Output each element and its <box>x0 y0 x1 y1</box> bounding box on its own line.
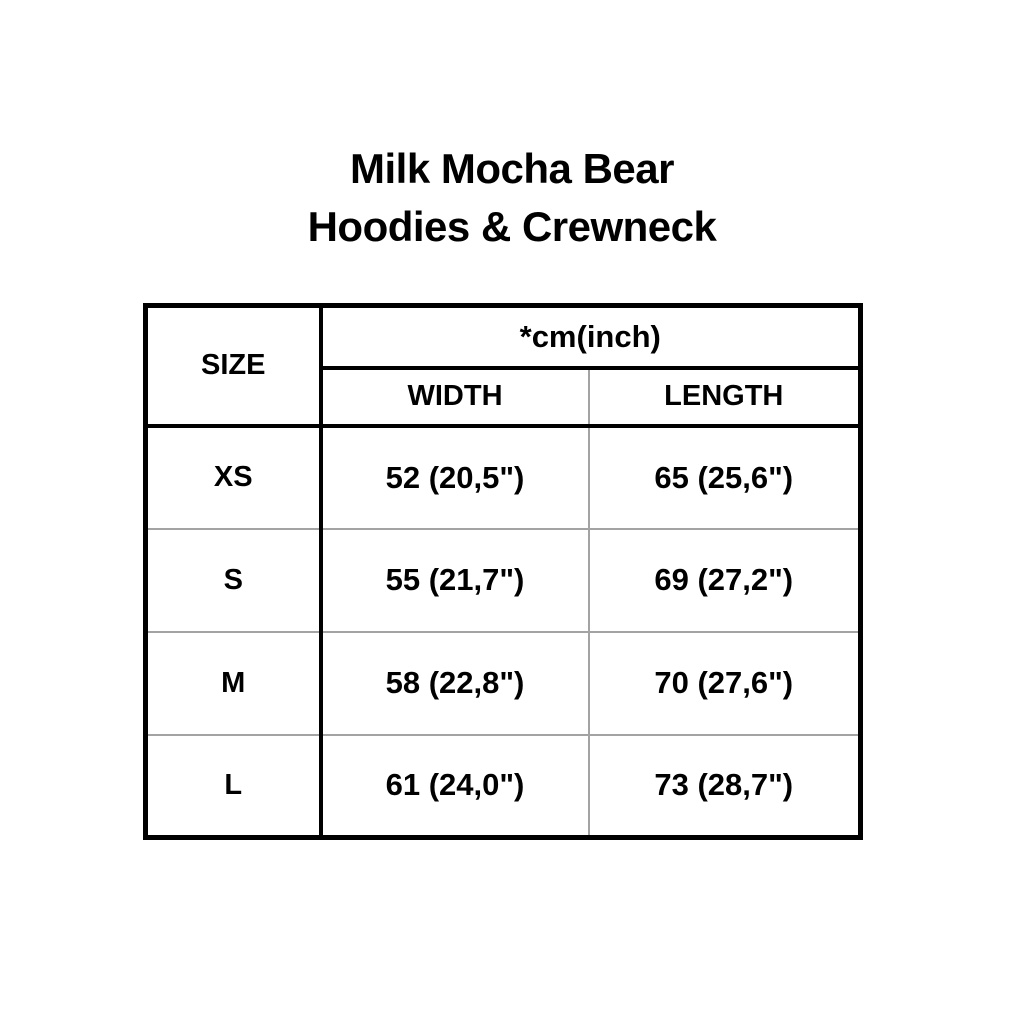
width-cell: 52 (20,5") <box>321 426 589 529</box>
title-line-2: Hoodies & Crewneck <box>307 203 717 250</box>
size-cell: S <box>146 529 321 632</box>
size-cell: M <box>146 632 321 735</box>
header-cell-unit: *cm(inch) <box>321 306 861 368</box>
header-row-unit <box>146 306 861 368</box>
width-cell: 61 (24,0") <box>321 735 589 838</box>
page-title <box>0 140 1024 256</box>
table-row-xs <box>146 426 861 529</box>
length-cell: 70 (27,6") <box>589 632 861 735</box>
length-cell: 69 (27,2") <box>589 529 861 632</box>
size-cell: L <box>146 735 321 838</box>
length-cell: 65 (25,6") <box>589 426 861 529</box>
size-cell: XS <box>146 426 321 529</box>
width-cell: 55 (21,7") <box>321 529 589 632</box>
table-row-l <box>146 735 861 838</box>
table-row-m <box>146 632 861 735</box>
length-cell: 73 (28,7") <box>589 735 861 838</box>
header-cell-length: LENGTH <box>589 368 861 426</box>
width-cell: 58 (22,8") <box>321 632 589 735</box>
header-cell-width: WIDTH <box>321 368 589 426</box>
size-chart-table <box>143 303 863 840</box>
header-cell-size: SIZE <box>146 306 321 426</box>
title-line-1: Milk Mocha Bear <box>350 145 674 192</box>
table-row-s <box>146 529 861 632</box>
